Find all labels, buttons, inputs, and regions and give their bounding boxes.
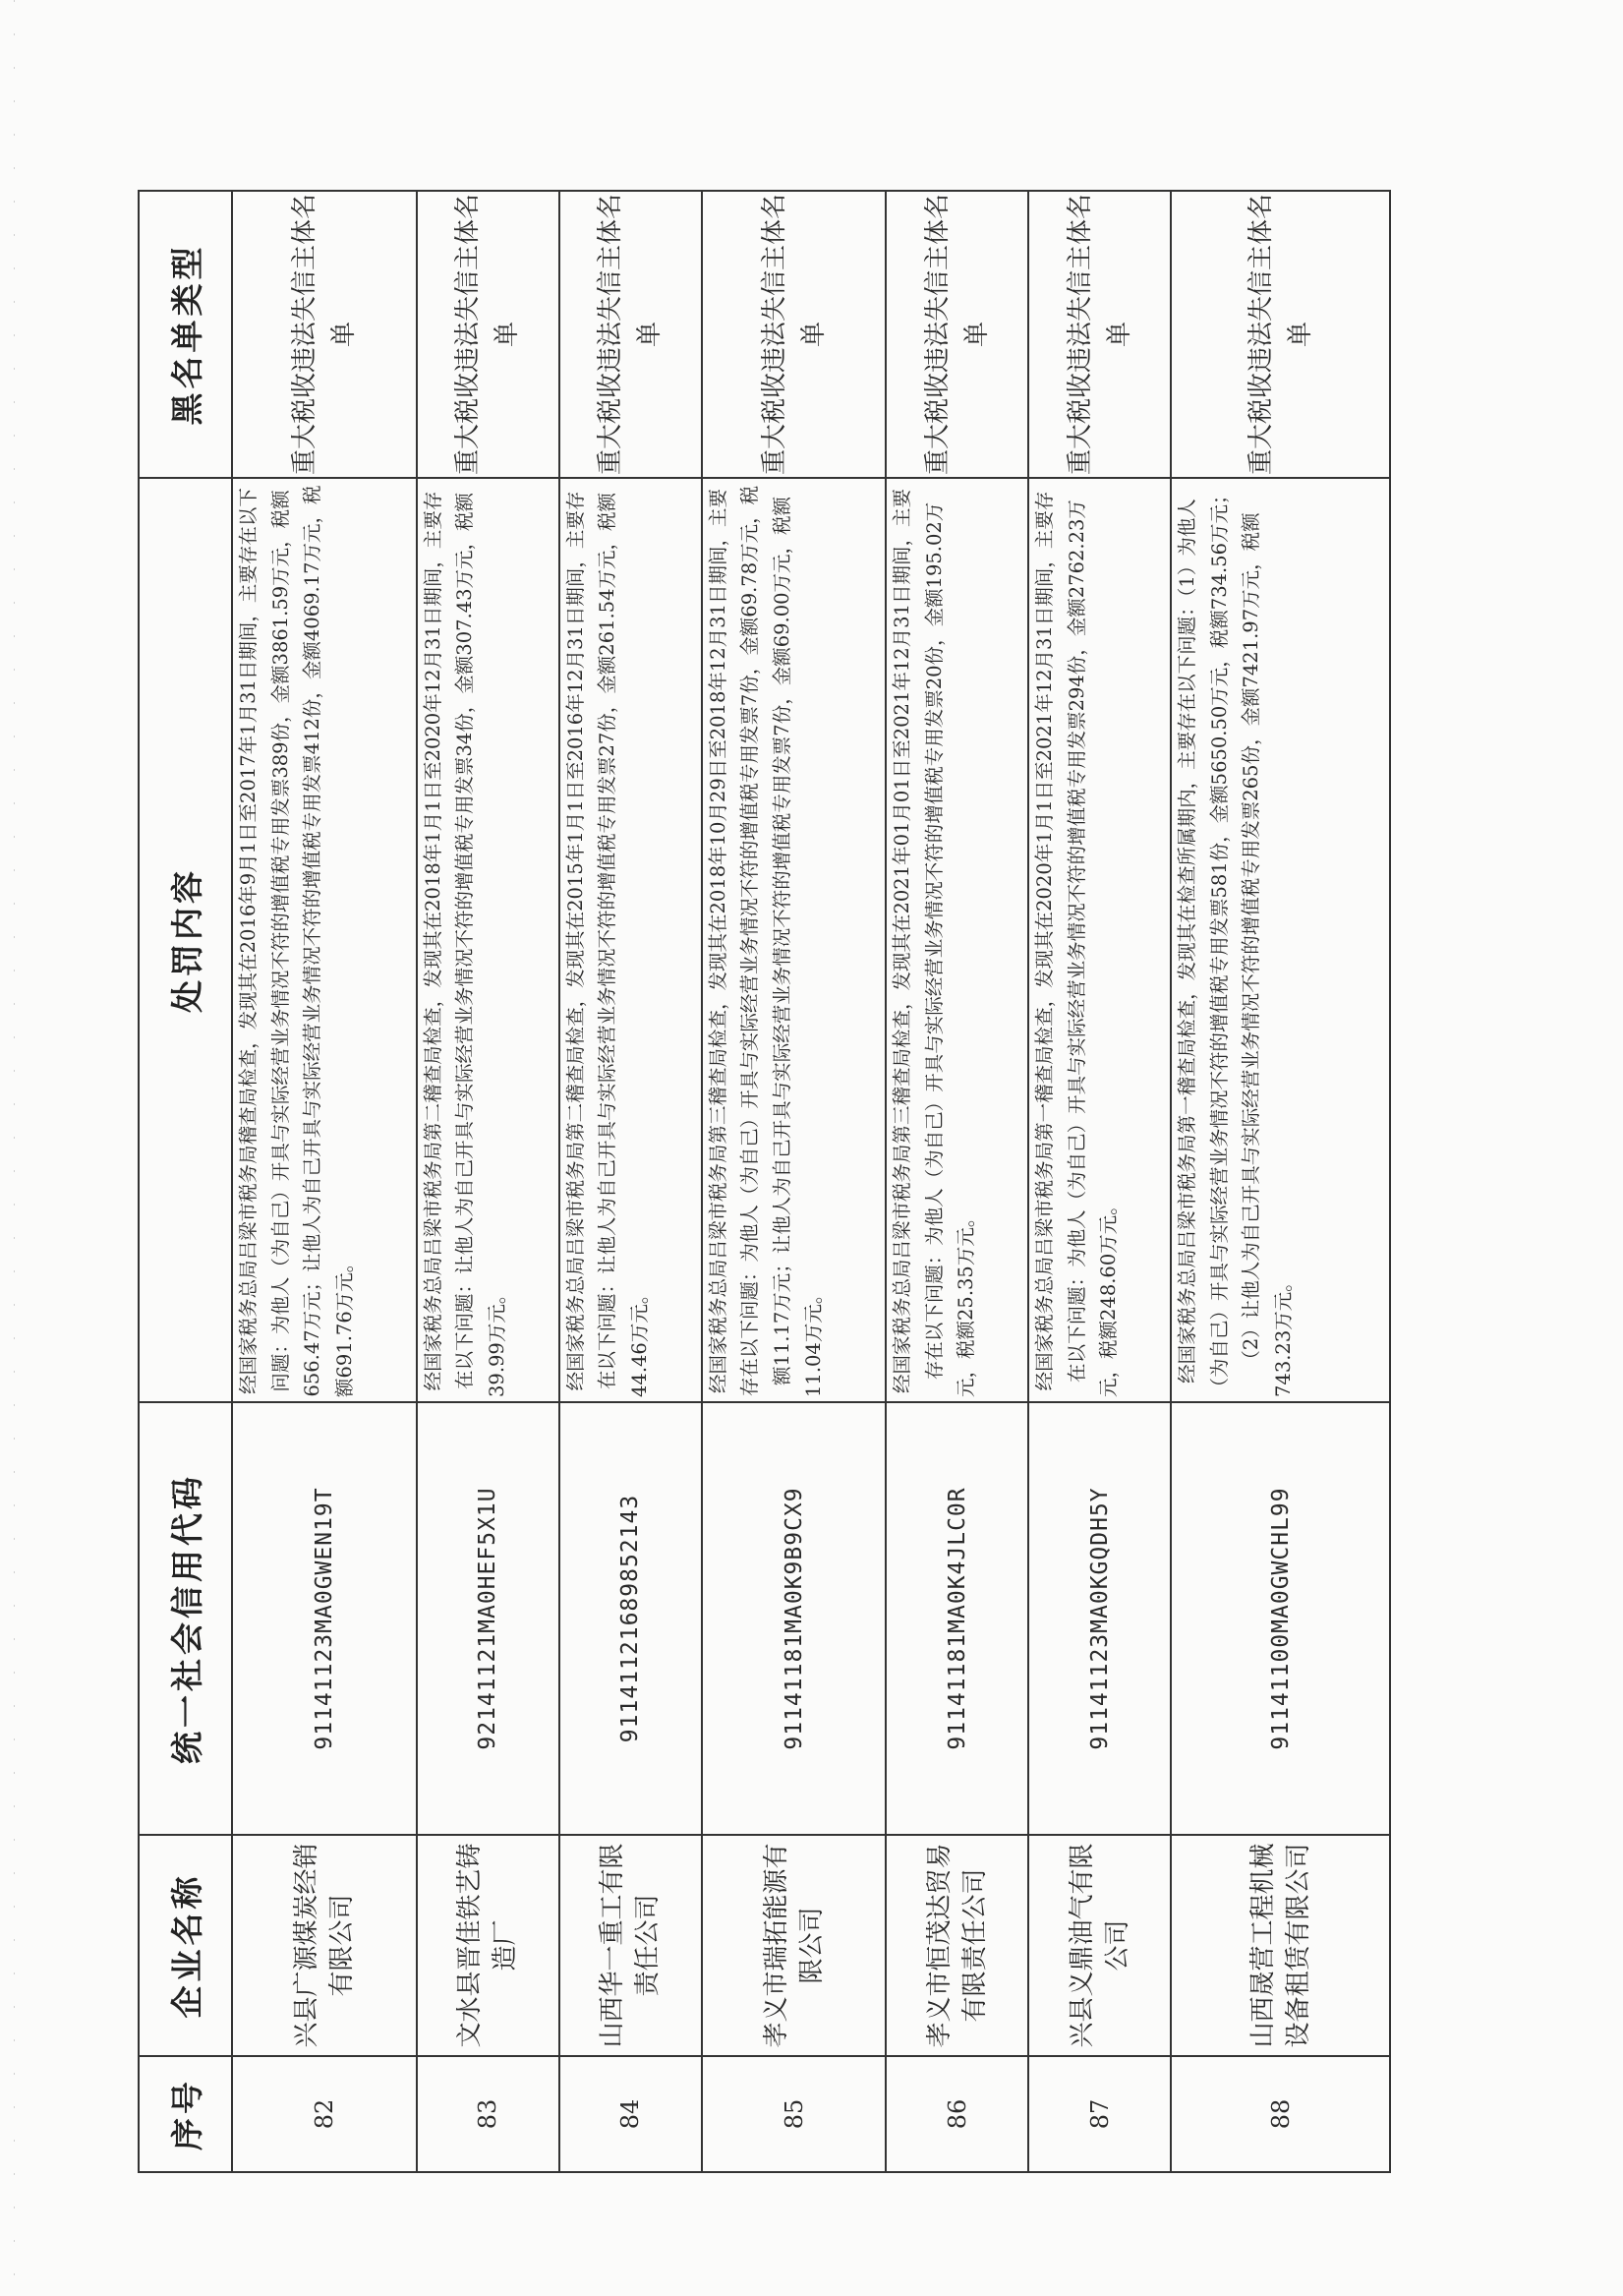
penalty-content: 经国家税务总局吕梁市税务局第一稽查局检查，发现其在2020年1月1日至2021年12月31日期间，主要存在以下问题：为他人（为自己）开具与实际经营业务情况不符的增值税专用发票294份，金额2762.23万元，税额248.60万元。	[1028, 478, 1171, 1402]
blacklist-table	[138, 190, 1391, 2173]
header-penalty-content: 处罚内容	[139, 478, 232, 1402]
table-row	[1028, 191, 1171, 2172]
rotated-table-container	[138, 192, 1391, 2173]
table-row	[232, 191, 417, 2172]
company-name: 孝义市恒茂达贸易有限责任公司	[886, 1835, 1028, 2056]
blacklist-type: 重大税收违法失信主体名单	[559, 191, 702, 478]
header-serial-number: 序号	[139, 2056, 232, 2172]
serial-number: 83	[417, 2056, 559, 2172]
header-company-name: 企业名称	[139, 1835, 232, 2056]
credit-code: 92141121MA0HEF5X1U	[417, 1402, 559, 1835]
credit-code: 91141121689852143	[559, 1402, 702, 1835]
serial-number: 85	[702, 2056, 887, 2172]
company-name: 兴县义鼎油气有限公司	[1028, 1835, 1171, 2056]
company-name: 山西晟营工程机械设备租赁有限公司	[1171, 1835, 1390, 2056]
table-row	[886, 191, 1028, 2172]
company-name: 孝义市瑞拓能源有限公司	[702, 1835, 887, 2056]
blacklist-type: 重大税收违法失信主体名单	[886, 191, 1028, 478]
blacklist-type: 重大税收违法失信主体名单	[1028, 191, 1171, 478]
blacklist-type: 重大税收违法失信主体名单	[232, 191, 417, 478]
credit-code: 91141181MA0K4JLC0R	[886, 1402, 1028, 1835]
header-blacklist-type: 黑名单类型	[139, 191, 232, 478]
serial-number: 88	[1171, 2056, 1390, 2172]
table-row	[559, 191, 702, 2172]
penalty-content: 经国家税务总局吕梁市税务局第三稽查局检查，发现其在2018年10月29日至2018年12月31日期间，主要存在以下问题：为他人（为自己）开具与实际经营业务情况不符的增值税专用发票7份，金额69.78万元，税额11.17万元；让他人为自己开具与实际经营业务情况不符的增值税专用发票7份，金额69.00万元，税额11.04万元。	[702, 478, 887, 1402]
penalty-content: 经国家税务总局吕梁市税务局第二稽查局检查，发现其在2015年1月1日至2016年12月31日期间，主要存在以下问题：让他人为自己开具与实际经营业务情况不符的增值税专用发票27份，金额261.54万元，税额44.46万元。	[559, 478, 702, 1402]
penalty-content: 经国家税务总局吕梁市税务局稽查局检查，发现其在2016年9月1日至2017年1月31日期间，主要存在以下问题：为他人（为自己）开具与实际经营业务情况不符的增值税专用发票389份，金额3861.59万元，税额656.47万元；让他人为自己开具与实际经营业务情况不符的增值税专用发票412份，金额4069.17万元，税额691.76万元。	[232, 478, 417, 1402]
blacklist-type: 重大税收违法失信主体名单	[417, 191, 559, 478]
penalty-content: 经国家税务总局吕梁市税务局第一稽查局检查，发现其在检查所属期内，主要存在以下问题：（1）为他人（为自己）开具与实际经营业务情况不符的增值税专用发票581份，金额5650.50万元，税额734.56万元；（2）让他人为自己开具与实际经营业务情况不符的增值税专用发票265份，金额7421.97万元，税额743.23万元。	[1171, 478, 1390, 1402]
scan-edge-marks	[14, 0, 15, 2296]
serial-number: 87	[1028, 2056, 1171, 2172]
credit-code: 91141100MA0GWCHL99	[1171, 1402, 1390, 1835]
table-row	[1171, 191, 1390, 2172]
table-row	[417, 191, 559, 2172]
serial-number: 84	[559, 2056, 702, 2172]
serial-number: 82	[232, 2056, 417, 2172]
credit-code: 91141123MA0GWEN19T	[232, 1402, 417, 1835]
company-name: 山西华一重工有限责任公司	[559, 1835, 702, 2056]
credit-code: 91141181MA0K9B9CX9	[702, 1402, 887, 1835]
header-credit-code: 统一社会信用代码	[139, 1402, 232, 1835]
company-name: 文水县晋佳铁艺铸造厂	[417, 1835, 559, 2056]
penalty-content: 经国家税务总局吕梁市税务局第三稽查局检查，发现其在2021年01月01日至2021年12月31日期间，主要存在以下问题：为他人（为自己）开具与实际经营业务情况不符的增值税专用发票20份，金额195.02万元，税额25.35万元。	[886, 478, 1028, 1402]
table-row	[702, 191, 887, 2172]
blacklist-type: 重大税收违法失信主体名单	[702, 191, 887, 478]
company-name: 兴县广源煤炭经销有限公司	[232, 1835, 417, 2056]
table-header-row	[139, 191, 232, 2172]
serial-number: 86	[886, 2056, 1028, 2172]
credit-code: 91141123MA0KGQDH5Y	[1028, 1402, 1171, 1835]
penalty-content: 经国家税务总局吕梁市税务局第二稽查局检查，发现其在2018年1月1日至2020年12月31日期间，主要存在以下问题：让他人为自己开具与实际经营业务情况不符的增值税专用发票34份，金额307.43万元，税额39.99万元。	[417, 478, 559, 1402]
blacklist-type: 重大税收违法失信主体名单	[1171, 191, 1390, 478]
